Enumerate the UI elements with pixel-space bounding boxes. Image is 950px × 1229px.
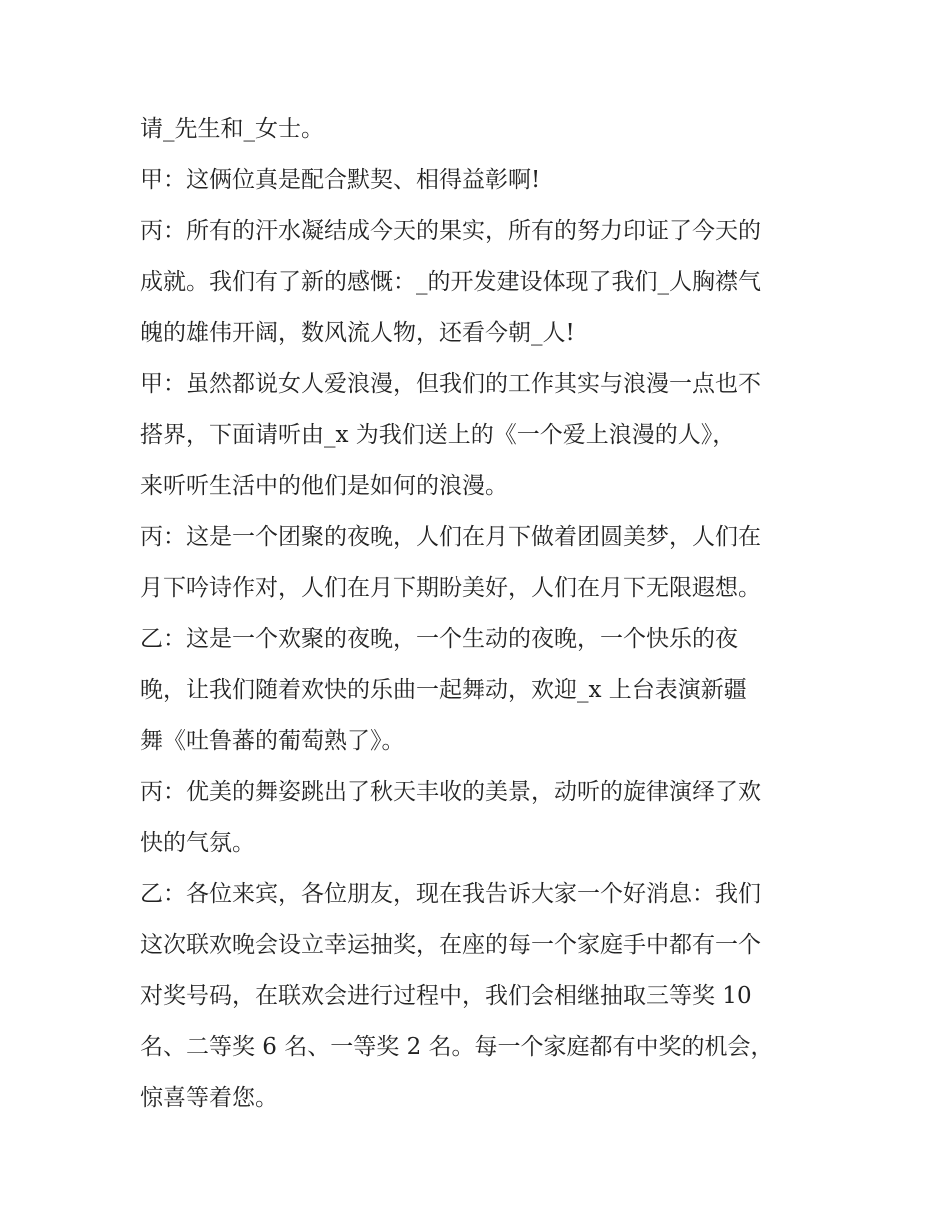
text-line: 快的气氛。 (140, 830, 255, 856)
text-line: 成就。我们有了新的感慨：_的开发建设体现了我们_人胸襟气 (140, 269, 761, 295)
text-line: 这次联欢晚会设立幸运抽奖，在座的每一个家庭手中都有一个 (140, 932, 761, 958)
text-line: 晚，让我们随着欢快的乐曲一起舞动，欢迎_x 上台表演新疆 (140, 677, 747, 703)
text-line: 月下吟诗作对，人们在月下期盼美好，人们在月下无限遐想。 (140, 575, 761, 601)
text-line: 来听听生活中的他们是如何的浪漫。 (140, 473, 508, 499)
text-line: 对奖号码，在联欢会进行过程中，我们会相继抽取三等奖 10 (140, 983, 752, 1009)
text-line: 乙：各位来宾，各位朋友，现在我告诉大家一个好消息：我们 (140, 881, 761, 907)
text-line: 甲：虽然都说女人爱浪漫，但我们的工作其实与浪漫一点也不 (140, 371, 761, 397)
text-line: 舞《吐鲁蕃的葡萄熟了》。 (140, 728, 405, 754)
text-line: 魄的雄伟开阔，数风流人物，还看今朝_人! (140, 320, 575, 346)
text-line: 惊喜等着您。 (140, 1085, 278, 1111)
text-line: 名、二等奖 6 名、一等奖 2 名。每一个家庭都有中奖的机会， (140, 1034, 774, 1060)
text-line: 甲：这俩位真是配合默契、相得益彰啊! (140, 167, 541, 193)
document-body (140, 104, 812, 1124)
text-line: 丙：所有的汗水凝结成今天的果实，所有的努力印证了今天的 (140, 218, 761, 244)
text-line: 搭界，下面请听由_x 为我们送上的《一个爱上浪漫的人》， (140, 422, 736, 448)
text-line: 丙：优美的舞姿跳出了秋天丰收的美景，动听的旋律演绎了欢 (140, 779, 761, 805)
text-line: 乙：这是一个欢聚的夜晚，一个生动的夜晚，一个快乐的夜 (140, 626, 738, 652)
text-line: 请_先生和_女士。 (140, 116, 324, 142)
text-line: 丙：这是一个团聚的夜晚，人们在月下做着团圆美梦，人们在 (140, 524, 761, 550)
